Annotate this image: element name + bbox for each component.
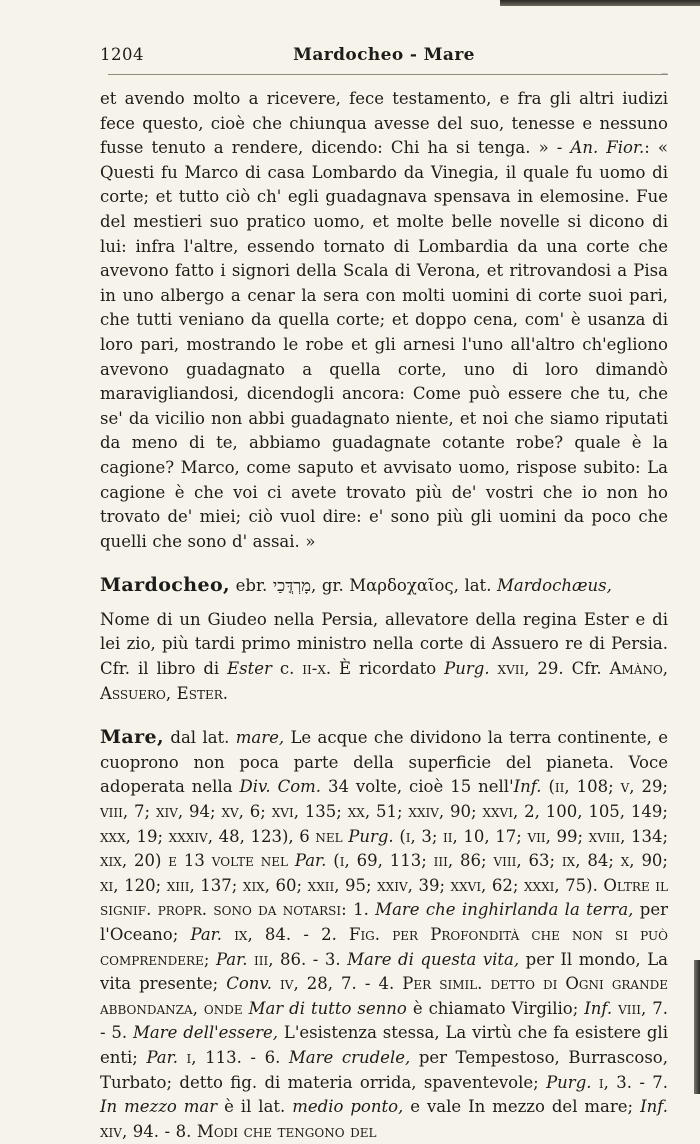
entry-headword: Mardocheo, [100, 574, 231, 597]
text-run: i, 3. - 7. [591, 1072, 668, 1092]
text-run: i, 113. - 6. [177, 1047, 289, 1067]
sense-phrase: Mare che inghirlanda la terra, [375, 900, 634, 920]
work-abbrev: Inf. [640, 1097, 668, 1117]
text-run: c. [271, 659, 303, 679]
text-run: iii, 86. - 3. [247, 949, 348, 969]
body-text [100, 87, 668, 1144]
latin-word: mare, [235, 728, 285, 748]
page-number: 1204 [100, 45, 144, 64]
latin-phrase: medio ponto, [292, 1097, 404, 1117]
running-title: Mardocheo - Mare [293, 45, 475, 65]
text-run: : « Questi fu Marco di casa Lombardo da Vinegia, il quale fu uomo di corte; et tutto ciò ch' egli guadagnava spensava in elemosine. Fue del mestieri suo pratico uomo, et molte belle novelle si dicono di lui: infra l'altre, essendo tornato di Lombardia da una corte che avevono fatto i signori della Scala di Verona, et ritrovandosi a Pisa in uno albergo a cenar la sera con molti uomini di corte suoi pari, che tutti veniano da quella corte; et doppo cena, com' è usanza di loro pari, mostrando le robe et gli arnesi l'uno all'altro ch'egliono avevono guadagnato a quella corte, uno di loro dimandò maravigliandosi, dicendogli ancora: Come può essere che tu, che se' da vicilio non abbi guadagnato niente, et noi che siamo riputati da meno di te, abbiamo guadagnate cotante robe? quale è la cagione? Marco, come saputo et avvisato uomo, rispose subito: La cagione è che voi ci avete trovato più de' vostri che io non ho trovato de' miei; ciò vuol dire: e' sono più gli uomini da poco che quelli che sono d' assai. » [100, 138, 668, 551]
references: (ii, 108; v, 29; viii, 7; xiv, 94; xv, 6; xvi, 135; xx, 51; xxiv, 90; xxvi, 2, 100, 105, 149; xxx, 19; xxxiv, 48, 123), 6 nel [100, 777, 668, 846]
header-mark: – [661, 66, 668, 82]
entry-mardocheo [100, 573, 668, 599]
sense-phrase: Mare crudele, [288, 1047, 411, 1067]
work-abbrev: Inf. [584, 998, 613, 1018]
text-run: , gr. Μαρδοχαῖος, lat. [311, 576, 497, 596]
work-abbrev: Purg. [348, 826, 394, 846]
text-run: , 29. Cfr. [524, 659, 610, 679]
page-edge-shadow-right [694, 960, 700, 1094]
references: (i, 69, 113; iii, 86; viii, 63; ix, 84; x, 90; xi, 120; xiii, 137; xix, 60; xxii, 95; xxiv, 39; xxvi, 62; xxxi, 75). Oltre il signif. propr. sono da notarsi: 1. [100, 851, 668, 920]
entry-headword: Mare, [100, 726, 165, 749]
text-run: Nome di un Giudeo nella Persia, allevatore della regina Ester e di lei zio, più tardi primo ministro nella corte di Assuero re di Persia. Cfr. il libro di [100, 609, 668, 679]
work-abbrev: Purg. [546, 1072, 592, 1092]
work-abbrev: Par. [190, 925, 223, 944]
text-run: dal lat. [164, 728, 236, 748]
work-abbrev: Purg. [444, 659, 490, 679]
hebrew-word: מָרְדֳּכַי [272, 576, 312, 596]
sense-phrase: Mar di tutto senno [248, 998, 407, 1018]
text-run: ebr. [230, 576, 273, 596]
work-abbrev: Inf. [513, 777, 542, 797]
entry-mardocheo-definition [100, 608, 668, 706]
text-run: per l'Oceano; [100, 900, 668, 944]
sense-phrase: Mare di questa vita, [347, 949, 520, 969]
entry-mare [100, 725, 668, 1144]
text-run: viii, 7. - 5. [100, 998, 668, 1043]
work-abbrev: Div. Com. [239, 777, 322, 797]
text-run: e vale In mezzo del mare; [403, 1097, 641, 1117]
sense-phrase: In mezzo mar [100, 1097, 218, 1117]
source-citation: An. Fior. [570, 138, 645, 158]
references: (i, 3; ii, 10, 17; vii, 99; xviii, 134; xix, 20) e 13 volte nel [100, 826, 669, 871]
text-run: per Tempestoso, Burrascoso, Turbato; detto fig. di materia orrida, spaventevole; [100, 1047, 668, 1092]
work-abbrev: Par. [294, 851, 327, 871]
book-title: Ester [227, 659, 272, 679]
text-run: iv, 28, 7. - 4. Per simil. detto di Ogni grande abbondanza, onde [100, 974, 668, 1018]
text-run [490, 659, 498, 678]
text-run: Le acque che dividono la terra continente, e cuoprono non poca parte della superficie del pianeta. Voce adoperata nella [100, 728, 668, 797]
text-run: per Il mondo, La vita presente; [100, 949, 668, 994]
sense-phrase: Mare dell'essere, [133, 1023, 279, 1043]
work-abbrev: Par. [146, 1047, 178, 1067]
page-header [100, 36, 668, 82]
cross-reference: Amàno, Assuero, Ester. [100, 659, 669, 703]
text-run: è chiamato Virgilio; [406, 998, 585, 1018]
canto-ref: xvii [497, 659, 525, 679]
header-rule [108, 74, 668, 75]
text-run: è il lat. [217, 1097, 293, 1117]
latin-word: Mardochæus, [496, 576, 612, 596]
text-run: 34 volte, cioè 15 nell' [321, 777, 514, 797]
paragraph-continuation [100, 87, 668, 554]
work-abbrev: Conv. [226, 974, 272, 994]
text-run: . È ricordato [325, 659, 445, 679]
text-run: ix, 84. - 2. Fig. per Profondità che non si può comprendere; [100, 925, 668, 969]
work-abbrev: Par. [215, 949, 248, 969]
text-run: et avendo molto a ricevere, fece testamento, e fra gli altri iudizi fece questo, cioè che chiunqua avesse del suo, tenesse e nessuno fusse tenuto a rendere, dicendo: Chi ha si tenga. » - [100, 89, 668, 158]
chapter-ref: ii-x [302, 659, 326, 679]
text-run: xiv, 94. - 8. Modi che tengono del [100, 1121, 377, 1141]
text-run: L'esistenza stessa, La virtù che fa esistere gli enti; [100, 1023, 668, 1067]
page-edge-shadow [500, 0, 700, 6]
